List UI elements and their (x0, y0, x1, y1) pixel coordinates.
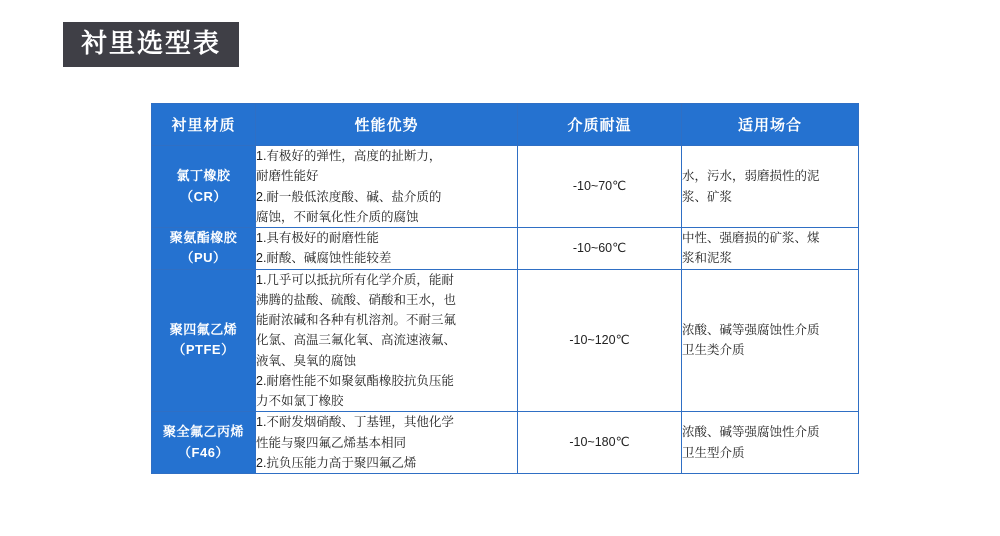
column-header-advantages: 性能优势 (256, 104, 518, 146)
application-line: 浆、矿浆 (682, 189, 733, 204)
advantage-line: 1.不耐发烟硝酸、丁基锂，其他化学 (256, 415, 454, 430)
cell-application (682, 269, 859, 412)
cell-material (152, 269, 256, 412)
cell-material (152, 412, 256, 474)
advantage-line: 能耐浓碱和各种有机溶剂。不耐三氟 (256, 313, 457, 327)
table-row (152, 412, 859, 474)
advantage-line: 2.耐磨性能不如聚氨酯橡胶抗负压能 (256, 373, 454, 388)
cell-application (682, 228, 859, 270)
advantage-line: 2.耐酸、碱腐蚀性能较差 (256, 251, 392, 266)
material-name: 聚全氟乙丙烯 (162, 424, 244, 440)
cell-advantages (256, 228, 518, 270)
table-body (152, 146, 859, 474)
lining-selection-table-container (151, 103, 858, 474)
material-code: （PU） (180, 250, 227, 266)
advantage-line: 沸腾的盐酸、硫酸、硝酸和王水，也 (256, 292, 457, 307)
cell-temperature: -10~60℃ (518, 228, 682, 270)
table-row (152, 146, 859, 228)
advantage-line: 化氯、高温三氟化氧、高流速液氟、 (256, 333, 457, 348)
advantage-line: 耐磨性能好 (256, 169, 319, 184)
cell-application (682, 146, 859, 228)
table-header (152, 104, 859, 146)
cell-temperature: -10~180℃ (518, 412, 682, 474)
cell-material (152, 146, 256, 228)
cell-temperature: -10~120℃ (518, 269, 682, 412)
cell-advantages (256, 146, 518, 228)
table-row (152, 269, 859, 412)
material-code: （F46） (178, 444, 229, 460)
cell-advantages (256, 269, 518, 412)
advantage-line: 1.几乎可以抵抗所有化学介质，能耐 (256, 272, 454, 287)
advantage-line: 力不如氯丁橡胶 (256, 394, 344, 408)
material-name: 氯丁橡胶 (176, 168, 231, 184)
cell-material (152, 228, 256, 270)
application-line: 浆和泥浆 (682, 251, 733, 266)
application-line: 卫生类介质 (682, 343, 745, 358)
page-title: 衬里选型表 (63, 22, 239, 67)
material-name: 聚四氟乙烯 (169, 322, 238, 338)
application-line: 浓酸、碱等强腐蚀性介质 (682, 425, 820, 440)
cell-application (682, 412, 859, 474)
advantage-line: 2.耐一般低浓度酸、碱、盐介质的 (256, 189, 442, 204)
advantage-line: 1.有极好的弹性，高度的扯断力， (256, 149, 442, 163)
advantage-line: 2.抗负压能力高于聚四氟乙烯 (256, 455, 417, 470)
application-line: 浓酸、碱等强腐蚀性介质 (682, 323, 820, 338)
table-header-row (152, 104, 859, 146)
column-header-material: 衬里材质 (152, 104, 256, 146)
table-row (152, 228, 859, 270)
material-name: 聚氨酯橡胶 (169, 230, 238, 246)
application-line: 卫生型介质 (682, 445, 745, 460)
cell-temperature: -10~70℃ (518, 146, 682, 228)
material-code: （CR） (180, 188, 227, 204)
advantage-line: 1.具有极好的耐磨性能 (256, 231, 379, 245)
column-header-application: 适用场合 (682, 104, 859, 146)
advantage-line: 性能与聚四氟乙烯基本相同 (256, 435, 407, 450)
lining-selection-table (151, 103, 859, 474)
material-code: （PTFE） (172, 342, 235, 358)
advantage-line: 腐蚀，不耐氧化性介质的腐蚀 (256, 209, 419, 224)
cell-advantages (256, 412, 518, 474)
application-line: 中性、强磨损的矿浆、煤 (682, 231, 820, 245)
application-line: 水，污水，弱磨损性的泥 (682, 169, 820, 184)
advantage-line: 液氧、臭氧的腐蚀 (256, 353, 357, 368)
column-header-temperature: 介质耐温 (518, 104, 682, 146)
